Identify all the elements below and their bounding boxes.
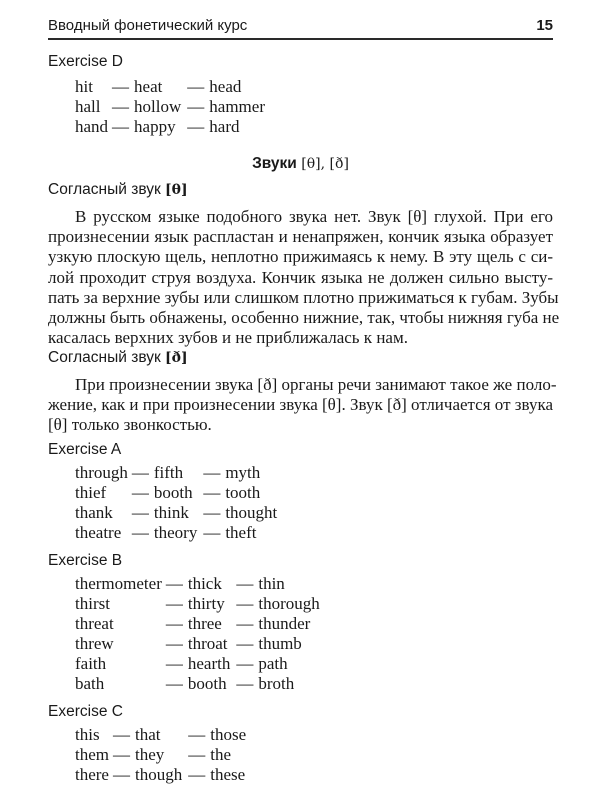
exercise-word-cell	[187, 117, 265, 137]
exercise-word: heat	[134, 77, 163, 96]
exercise-word: broth	[258, 674, 295, 694]
exercise-word: threw	[75, 634, 114, 654]
exercise-word-cell	[113, 745, 188, 765]
exercise-word: hand	[75, 117, 109, 137]
exercise-word-cell	[187, 97, 265, 117]
exercise-row	[75, 523, 277, 543]
exercise-word: the	[210, 745, 232, 765]
exercise-a-table	[75, 463, 277, 543]
exercise-word: fifth	[153, 463, 184, 482]
exercise-word-cell	[187, 77, 265, 97]
exercise-word-cell	[112, 97, 187, 117]
em-dash: —	[187, 77, 205, 96]
exercise-word-cell	[112, 117, 187, 137]
exercise-word: these	[210, 765, 246, 785]
exercise-word: tooth	[225, 483, 261, 503]
exercise-word-cell	[75, 594, 166, 614]
em-dash: —	[113, 725, 130, 744]
exercise-word: thief	[75, 483, 107, 503]
paragraph-line: узкую плоскую щель, неплотно прижимаясь к нему. В эту щель с си-	[48, 247, 553, 267]
exercise-word: hall	[75, 97, 101, 117]
exercise-word: there	[75, 765, 109, 785]
exercise-word-cell	[75, 463, 132, 483]
em-dash: —	[203, 523, 221, 543]
em-dash: —	[131, 523, 149, 543]
exercise-word: booth	[153, 483, 193, 503]
paragraph-line: жение, как и при произнесении звука [θ]. Звук [ð] отличается от звука	[48, 395, 553, 415]
exercise-row	[75, 503, 277, 523]
em-dash: —	[165, 594, 183, 614]
exercise-word: theory	[153, 523, 198, 543]
exercise-word-cell	[188, 725, 246, 745]
exercise-word: this	[75, 725, 100, 744]
exercise-word-cell	[75, 765, 113, 785]
em-dash: —	[236, 594, 254, 614]
exercise-word-cell	[236, 674, 319, 694]
section-heading	[48, 155, 553, 173]
exercise-row	[75, 574, 320, 594]
exercise-word-cell	[132, 503, 203, 523]
exercise-word-cell	[188, 765, 246, 785]
exercise-row	[75, 117, 265, 137]
em-dash: —	[236, 614, 254, 634]
eth-heading-text: Согласный звук	[48, 349, 166, 366]
exercise-b-table	[75, 574, 320, 695]
exercise-word-cell	[75, 483, 132, 503]
exercise-word-cell	[75, 654, 166, 674]
exercise-word: thought	[225, 503, 278, 523]
theta-heading-text: Согласный звук	[48, 181, 166, 198]
em-dash: —	[165, 634, 183, 654]
exercise-word: though	[135, 765, 183, 785]
exercise-word-cell	[166, 634, 236, 654]
exercise-word-cell	[203, 463, 277, 483]
exercise-word-cell	[236, 634, 319, 654]
exercise-word: hit	[75, 77, 93, 96]
exercise-row	[75, 463, 277, 483]
em-dash: —	[188, 765, 206, 785]
exercise-word-cell	[166, 614, 236, 634]
em-dash: —	[113, 745, 130, 765]
exercise-row	[75, 483, 277, 503]
exercise-word-cell	[132, 463, 203, 483]
exercise-word: hard	[209, 117, 240, 137]
em-dash: —	[165, 654, 183, 674]
exercise-row	[75, 634, 320, 654]
exercise-word-cell	[75, 614, 166, 634]
exercise-word-cell	[75, 117, 112, 137]
exercise-word: myth	[225, 463, 261, 482]
em-dash: —	[188, 725, 206, 744]
exercise-row	[75, 765, 246, 785]
theta-heading	[48, 181, 188, 199]
exercise-word-cell	[166, 594, 236, 614]
exercise-word: thirst	[75, 594, 110, 614]
exercise-word: hearth	[187, 654, 231, 674]
exercise-word: thirty	[187, 594, 225, 614]
exercise-word: they	[135, 745, 165, 765]
exercise-word-cell	[112, 77, 187, 97]
paragraph-line: должны быть обнажены, особенно нижние, так, чтобы нижняя губа не	[48, 307, 560, 327]
paragraph-line: произнесении язык распластан и ненапряжен, кончик языка образует	[48, 227, 553, 247]
exercise-word: thank	[75, 503, 113, 523]
exercise-word-cell	[236, 654, 319, 674]
exercise-word-cell	[75, 503, 132, 523]
exercise-word-cell	[236, 614, 319, 634]
exercise-word: through	[75, 463, 128, 482]
em-dash: —	[187, 97, 205, 117]
em-dash: —	[165, 674, 183, 694]
paragraph-line: [θ] только звонкостью.	[48, 415, 212, 435]
exercise-word-cell	[75, 523, 132, 543]
em-dash: —	[188, 745, 206, 765]
exercise-row	[75, 594, 320, 614]
paragraph-line: При произнесении звука [ð] органы речи занимают такое же поло-	[75, 375, 557, 394]
exercise-word-cell	[75, 674, 166, 694]
exercise-word-cell	[132, 523, 203, 543]
exercise-row	[75, 725, 246, 745]
exercise-word-cell	[75, 97, 112, 117]
exercise-word: those	[210, 725, 247, 744]
exercise-row	[75, 77, 265, 97]
em-dash: —	[236, 574, 254, 593]
em-dash: —	[112, 77, 130, 96]
page-number: 15	[536, 17, 553, 34]
exercise-word-cell	[203, 503, 277, 523]
exercise-row	[75, 654, 320, 674]
running-head-title: Вводный фонетический курс	[48, 17, 248, 34]
em-dash: —	[203, 463, 221, 482]
exercise-row	[75, 614, 320, 634]
paragraph-line: пать за верхние зубы или слишком плотно прижиматься к губам. Зубы	[48, 287, 559, 307]
exercise-word: happy	[134, 117, 176, 137]
exercise-word-cell	[166, 654, 236, 674]
exercise-b-title: Exercise B	[48, 552, 123, 569]
exercise-word-cell	[75, 725, 113, 745]
exercise-word: think	[153, 503, 189, 523]
em-dash: —	[113, 765, 130, 785]
exercise-word: theatre	[75, 523, 122, 543]
exercise-row	[75, 745, 246, 765]
exercise-word-cell	[75, 634, 166, 654]
exercise-word: that	[135, 725, 161, 744]
em-dash: —	[131, 503, 149, 523]
em-dash: —	[112, 97, 130, 117]
em-dash: —	[236, 674, 254, 694]
em-dash: —	[131, 463, 149, 482]
exercise-word: threat	[75, 614, 114, 634]
exercise-word-cell	[75, 77, 112, 97]
exercise-word-cell	[75, 745, 113, 765]
em-dash: —	[187, 117, 205, 137]
eth-heading-ipa: [ð]	[165, 350, 188, 366]
exercise-word: booth	[187, 674, 227, 694]
exercise-word: thumb	[258, 634, 302, 654]
exercise-word: them	[75, 745, 109, 765]
paragraph-line: лой проходит струя воздуха. Кончик языка не должен сильно высту-	[48, 267, 553, 287]
paragraph-line: В русском языке подобного звука нет. Звук [θ] глухой. При его	[75, 207, 553, 226]
em-dash: —	[165, 574, 183, 593]
section-heading-bold: Звуки	[252, 155, 297, 172]
exercise-word: thick	[187, 574, 222, 593]
exercise-d-table	[75, 77, 265, 137]
em-dash: —	[203, 503, 221, 523]
exercise-word-cell	[113, 765, 188, 785]
exercise-d-title: Exercise D	[48, 53, 123, 70]
em-dash: —	[236, 654, 254, 674]
exercise-word: hollow	[134, 97, 182, 117]
em-dash: —	[165, 614, 183, 634]
exercise-a-title: Exercise A	[48, 441, 122, 458]
exercise-word-cell	[132, 483, 203, 503]
paragraph-line: касалась верхних зубов и не приближалась к нам.	[48, 328, 408, 348]
exercise-word: path	[258, 654, 288, 674]
exercise-word: thermometer	[75, 574, 162, 593]
exercise-word: thorough	[258, 594, 320, 614]
exercise-word: theft	[225, 523, 257, 543]
exercise-word: three	[187, 614, 222, 634]
exercise-word-cell	[203, 523, 277, 543]
exercise-word: thunder	[258, 614, 311, 634]
exercise-word-cell	[236, 594, 319, 614]
em-dash: —	[203, 483, 221, 503]
section-heading-ipa: [θ], [ð]	[296, 156, 349, 172]
exercise-c-title: Exercise C	[48, 703, 123, 720]
em-dash: —	[236, 634, 254, 654]
eth-heading	[48, 349, 188, 367]
exercise-word: hammer	[209, 97, 265, 117]
exercise-word-cell	[203, 483, 277, 503]
exercise-word-cell	[113, 725, 188, 745]
exercise-word: faith	[75, 654, 107, 674]
running-head	[48, 14, 553, 40]
exercise-c-table	[75, 725, 246, 785]
exercise-word-cell	[188, 745, 246, 765]
theta-paragraph	[48, 207, 560, 348]
exercise-row	[75, 97, 265, 117]
exercise-word: thin	[258, 574, 285, 593]
theta-heading-ipa: [θ]	[165, 182, 188, 198]
exercise-word: throat	[187, 634, 228, 654]
em-dash: —	[112, 117, 130, 137]
em-dash: —	[131, 483, 149, 503]
exercise-row	[75, 674, 320, 694]
exercise-word-cell	[236, 574, 319, 594]
exercise-word: bath	[75, 674, 105, 694]
exercise-word-cell	[75, 574, 166, 594]
exercise-word: head	[209, 77, 242, 96]
exercise-word-cell	[166, 574, 236, 594]
eth-paragraph	[48, 375, 557, 436]
exercise-word-cell	[166, 674, 236, 694]
